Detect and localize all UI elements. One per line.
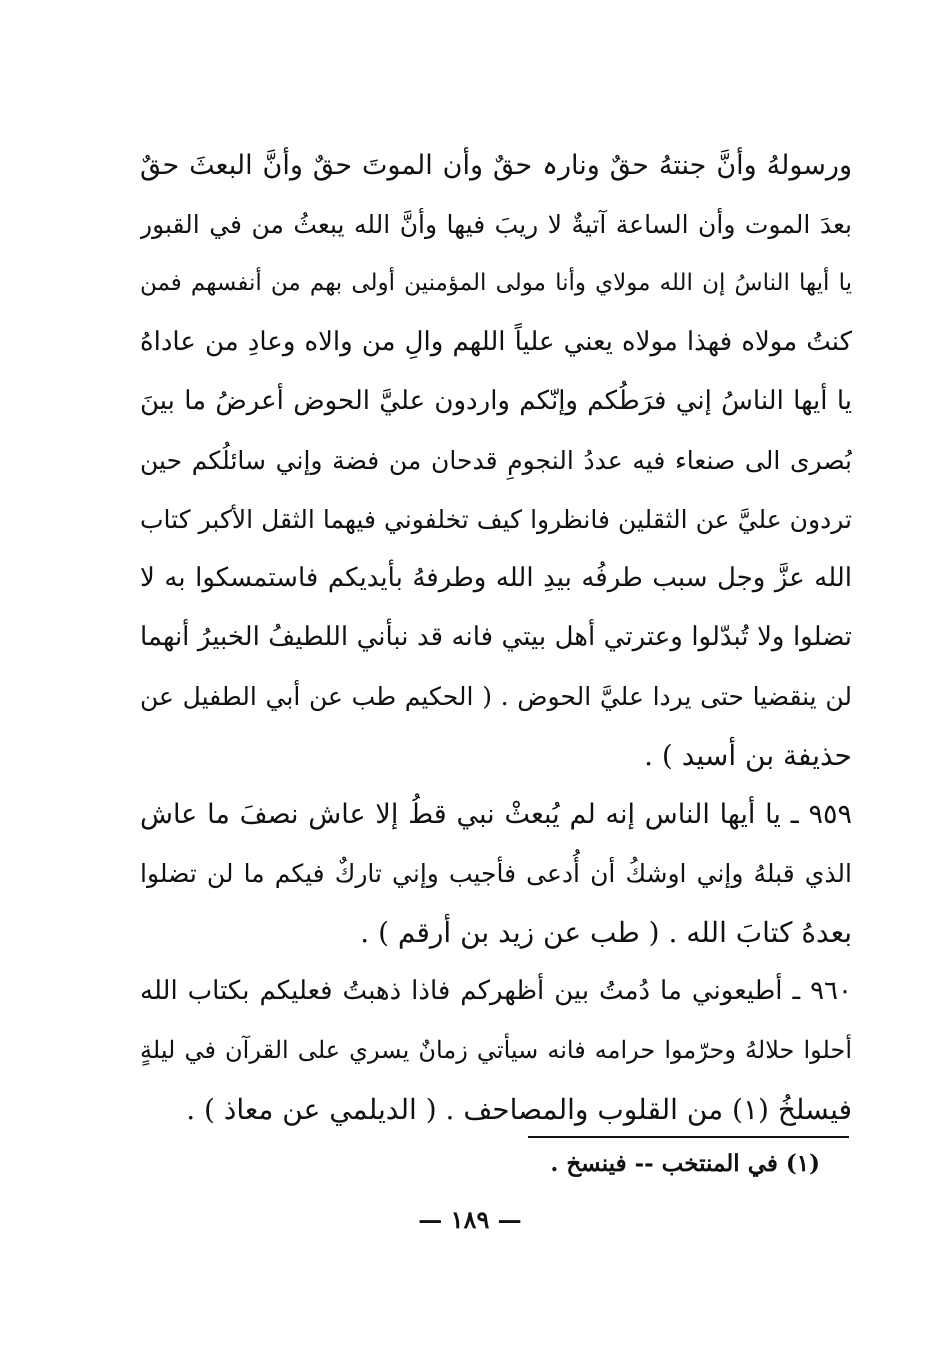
- text-line: لن ينقضيا حتى يردا عليَّ الحوض . ( الحكيم طب عن أبي الطفيل عن: [140, 682, 852, 711]
- text-line: الذي قبلهُ وإني اوشكُ أن أُدعى فأجيب وإني تاركٌ فيكم ما لن تضلوا: [140, 859, 852, 888]
- text-line: أحلوا حلالهُ وحرّموا حرامه فانه سيأتي زمانٌ يسري على القرآن في ليلةٍ: [140, 1036, 852, 1064]
- text-line: فيسلخُ (١) من القلوب والمصاحف . ( الديلمي عن معاذ ) .: [186, 1093, 852, 1126]
- text-line: حذيفة بن أسيد ) .: [644, 739, 852, 772]
- text-line: تضلوا ولا تُبدّلوا وعترتي أهل بيتي فانه قد نبأني اللطيفُ الخبيرُ أنهما: [140, 622, 852, 652]
- hadith-959-line: ٩٥٩ ـ يا أيها الناس إنه لم يُبعثْ نبي قطُ إلا عاش نصفَ ما عاش: [140, 799, 852, 830]
- hadith-960-line: ٩٦٠ ـ أطيعوني ما دُمتُ بين أظهركم فاذا ذهبتُ فعليكم بكتاب الله: [140, 976, 852, 1006]
- text-line: بُصرى الى صنعاء فيه عددُ النجومِ قدحان من فضة وإني سائلُكم حين: [140, 446, 852, 475]
- text-line: يا أيها الناسُ إن الله مولاي وأنا مولى المؤمنين أولى بهم من أنفسهم فمن: [140, 270, 852, 296]
- text-line: تردون عليَّ عن الثقلين فانظروا كيف تخلفوني فيهما الثقل الأكبر كتاب: [140, 505, 852, 534]
- footnote: (١) في المنتخب -- فينسخ .: [550, 1150, 820, 1177]
- main-text: [140, 136, 852, 1139]
- footnote-divider: [528, 1136, 849, 1138]
- text-line: بعدهُ كتابَ الله . ( طب عن زيد بن أرقم ) .: [360, 916, 852, 949]
- text-line: الله عزَّ وجل سبب طرفُه بيدِ الله وطرفهُ بأيديكم فاستمسكوا به لا: [140, 563, 852, 593]
- page-number: — ١٨٩ —: [418, 1205, 522, 1234]
- text-line: بعدَ الموت وأن الساعة آتيةٌ لا ريبَ فيها وأنَّ الله يبعثُ من في القبور: [140, 210, 852, 239]
- text-line: ورسولهُ وأنَّ جنتهُ حقٌ ونارہ حقٌ وأن الموتَ حقٌ وأنَّ البعثَ حقٌ: [140, 150, 852, 181]
- text-line: كنتُ مولاه فهذا مولاه يعني علياً اللهم والِ من والاه وعادِ من عاداهُ: [140, 327, 852, 357]
- text-line: يا أيها الناسُ إني فرَطُكم وإنّكم واردون عليَّ الحوض أعرضُ ما بينَ: [140, 386, 852, 416]
